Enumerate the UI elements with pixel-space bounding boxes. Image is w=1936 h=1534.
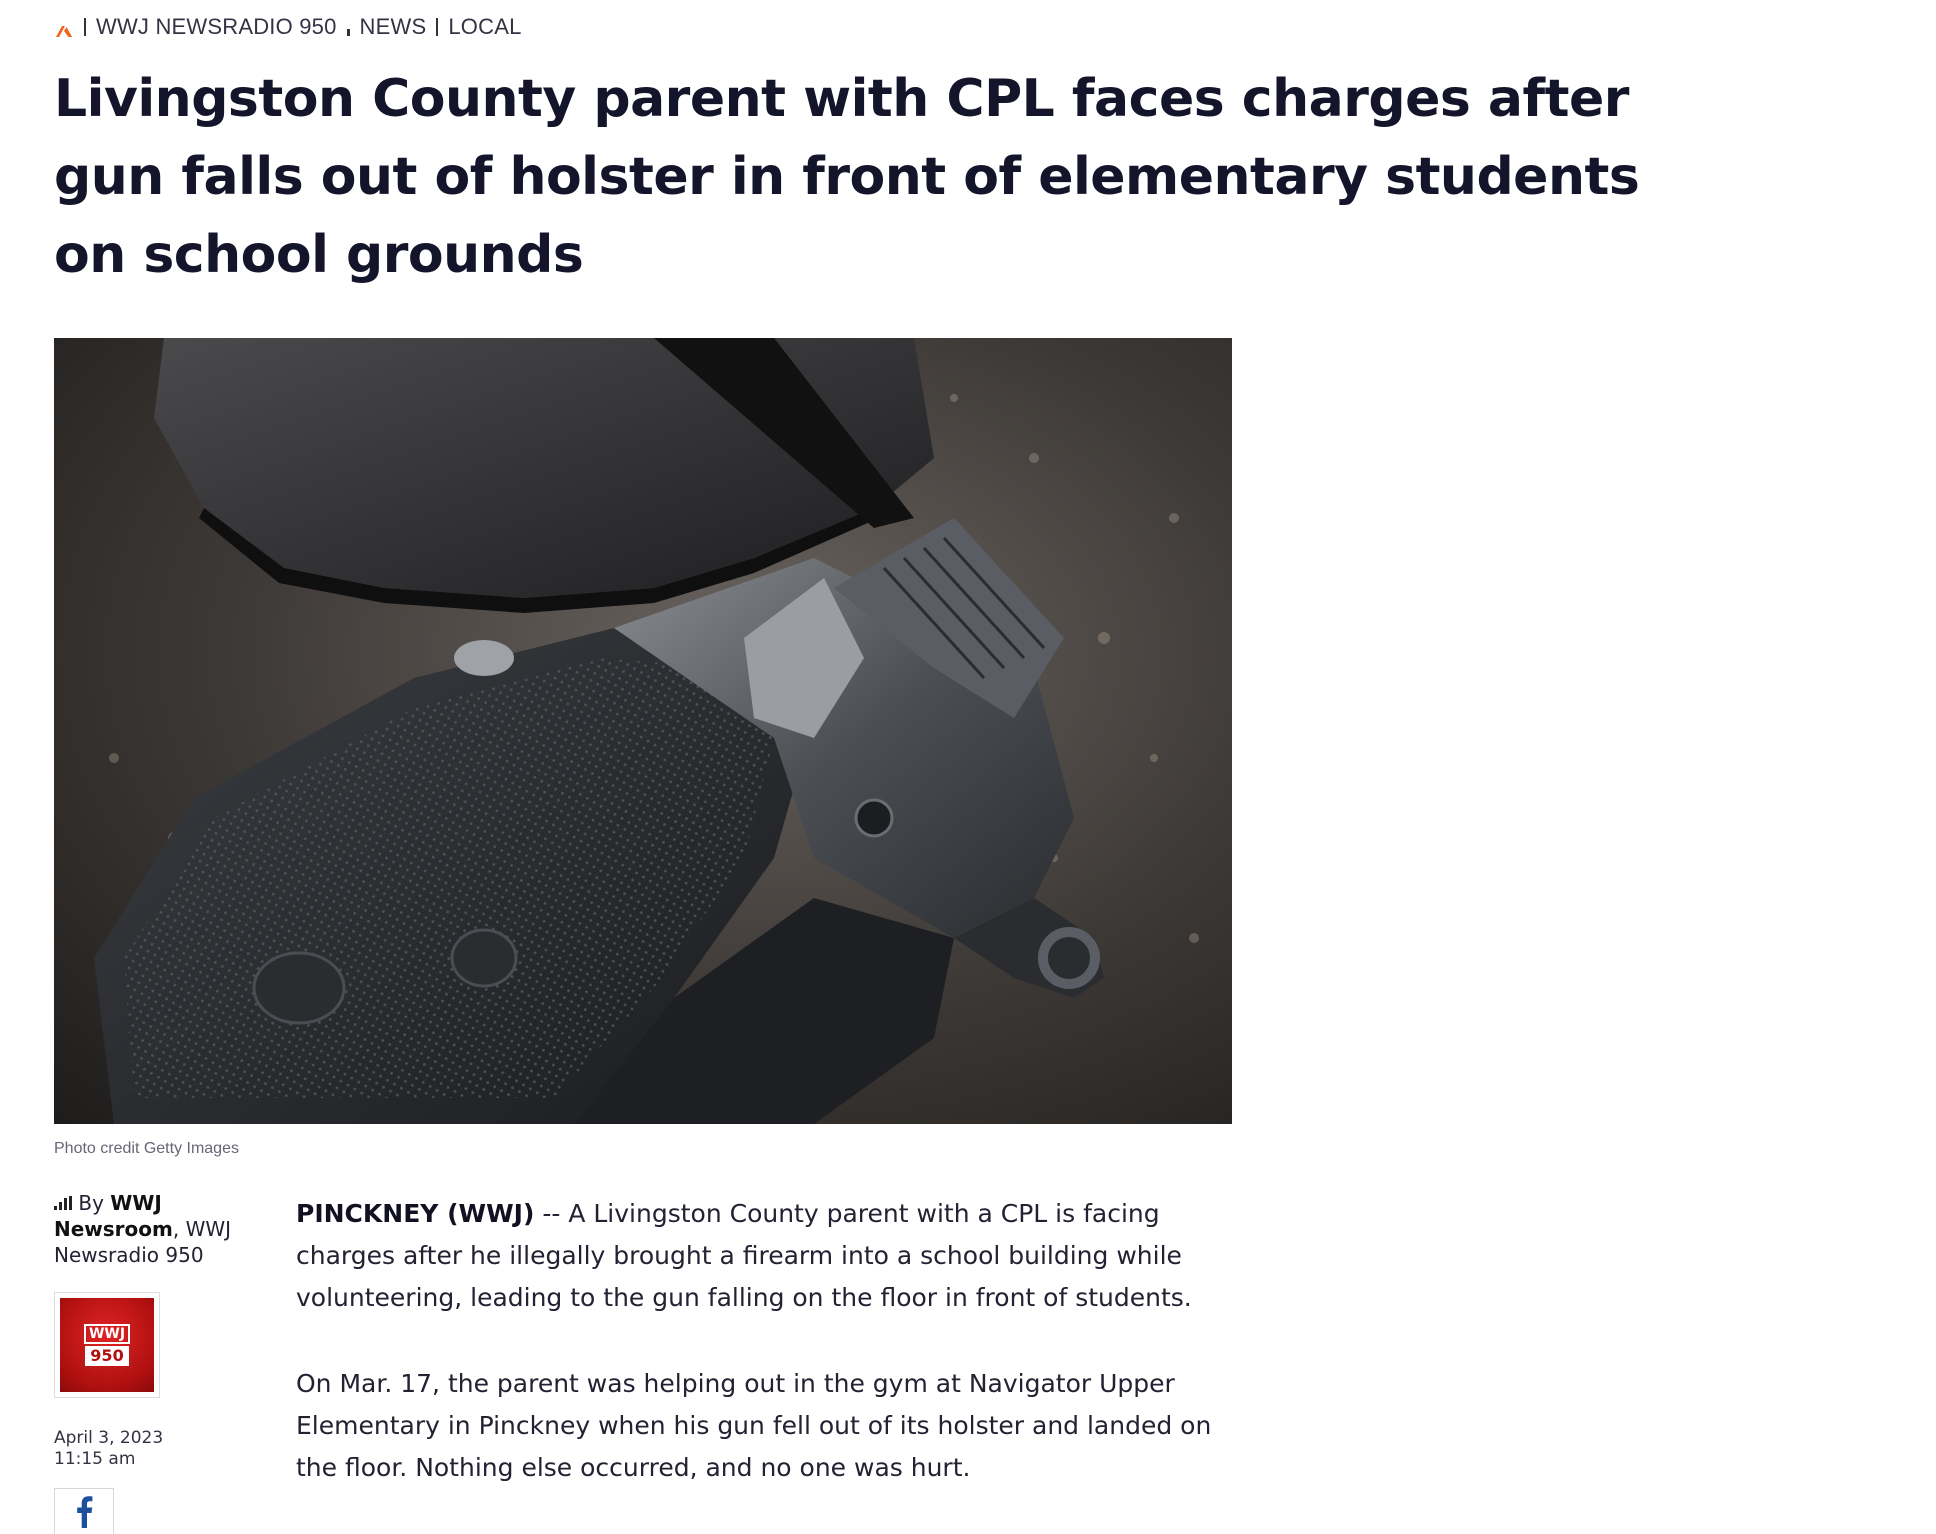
article-paragraph-text: -- A Livingston County parent with a CPL is facing charges after he illegally brought a firearm into a school building while volunteering, leading to the gun falling on the floor in front of students. [296,1199,1192,1312]
breadcrumb-divider [436,18,438,36]
publish-date [54,1428,163,1470]
byline-prefix: By [78,1191,104,1215]
article-body [296,1193,1236,1533]
breadcrumb-divider [347,29,350,36]
station-logo-image [60,1298,154,1392]
breadcrumb [54,14,522,40]
byline-author-link[interactable]: WWJ Newsroom [54,1191,173,1241]
breadcrumb-divider [84,18,86,36]
byline-separator: , [172,1217,180,1241]
station-logo[interactable] [54,1292,160,1398]
audacy-logo-icon[interactable] [54,19,74,35]
facebook-icon [75,1494,93,1533]
breadcrumb-news-link[interactable]: NEWS [359,14,427,39]
article-dateline: PINCKNEY (WWJ) [296,1199,535,1228]
article-headline: Livingston County parent with CPL faces charges after gun falls out of holster in front of elementary students on school grounds [54,69,1640,285]
photo-credit: Photo credit Getty Images [54,1140,239,1157]
station-logo-frequency: 950 [85,1346,128,1366]
byline [54,1190,254,1268]
publish-time: 11:15 am [54,1449,136,1469]
signal-bars-icon [54,1190,72,1204]
hero-image [54,338,1232,1124]
breadcrumb-station-link[interactable]: WWJ NEWSRADIO 950 [96,14,337,39]
station-logo-call-letters: WWJ [84,1324,130,1344]
article-paragraph [296,1193,1236,1319]
publish-day: April 3, 2023 [54,1428,164,1448]
byline-outlet: WWJ Newsradio 950 [54,1217,232,1267]
facebook-share-button[interactable] [54,1488,114,1534]
breadcrumb-local-link[interactable]: LOCAL [448,14,522,39]
article-paragraph: On Mar. 17, the parent was helping out in the gym at Navigator Upper Elementary in Pinckney when his gun fell out of its holster and landed on the floor. Nothing else occurred, and no one was hurt. [296,1369,1212,1482]
